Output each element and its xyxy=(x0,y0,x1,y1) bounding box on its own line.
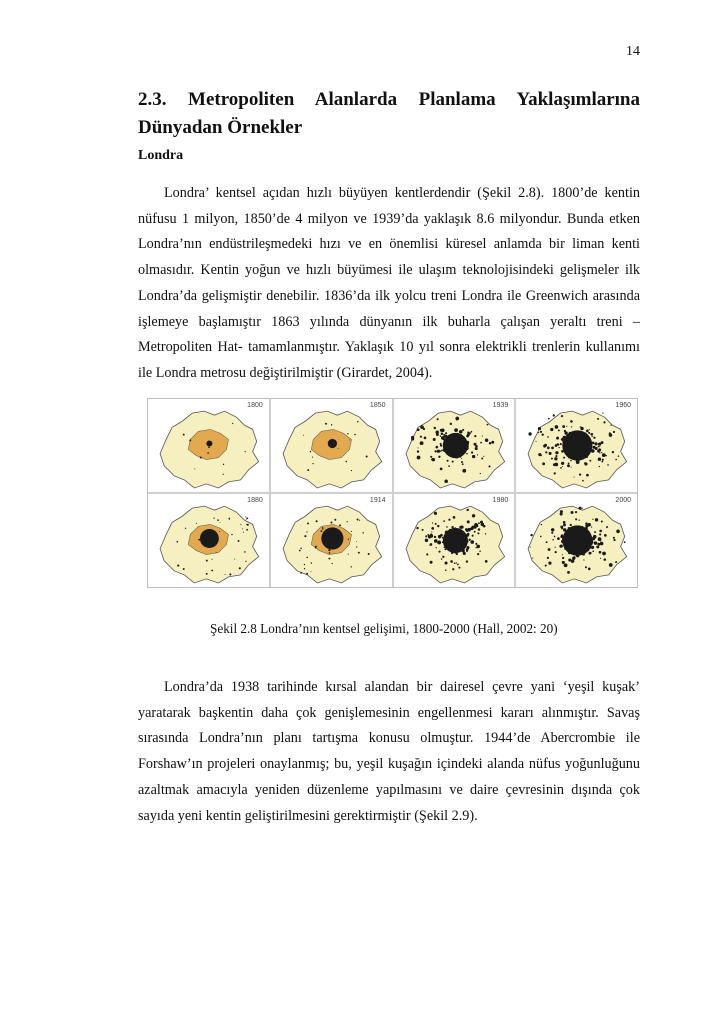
map-graphic xyxy=(148,494,269,587)
section-title: 2.3. Metropoliten Alanlarda Planlama Yaklaşımlarına Dünyadan Örnekler xyxy=(138,89,640,138)
map-graphic xyxy=(394,399,515,492)
map-graphic xyxy=(148,399,269,492)
map-year-label: 1960 xyxy=(615,402,631,409)
figure-caption: Şekil 2.8 Londra’nın kentsel gelişimi, 1800-2000 (Hall, 2002: 20) xyxy=(210,621,558,636)
paragraph: Londra’ kentsel açıdan hızlı büyüyen kentlerdendir (Şekil 2.8). 1800’de kentin nüfusu 1 milyon, 1850’de 4 milyon ve 1939’da yaklaşık 8.6 milyondur. Bunda etken Londra’nın endüstrileşmedeki hızı ve en önemlisi küresel anlamda bir liman kenti olmasıdır. Kentin yoğun ve hızlı büyümesi ile ulaşım teknolojisindeki gelişmeler ilk Londra’da gelişmiştir denebilir. 1836’da ilk yolcu treni Londra ile Greenwich arasında işlemeye başlamıştır 1863 yılında dünyanın ilk buharla çalışan yeraltı treni – Metropoliten Hat- tamamlanmıştır. Yaklaşık 10 yıl sonra elektrikli trenlerin kullanımı ile Londra metrosu değiştirilmiştir (Girardet, 2004). xyxy=(138,185,640,381)
subheading: Londra xyxy=(138,148,184,163)
map-panel-1850 xyxy=(271,399,392,492)
map-year-label: 1850 xyxy=(369,402,386,409)
map-panel-1980 xyxy=(394,494,515,587)
map-graphic xyxy=(271,399,392,492)
map-graphic xyxy=(271,494,392,587)
page-number: 14 xyxy=(626,44,640,59)
london-growth-figure xyxy=(147,398,638,588)
map-panel-1960 xyxy=(516,399,637,492)
map-year-label: 1980 xyxy=(492,497,509,504)
map-graphic xyxy=(516,399,637,492)
map-graphic xyxy=(394,494,515,587)
map-year-label: 1939 xyxy=(492,402,509,409)
map-panel-2000 xyxy=(516,494,637,587)
map-graphic xyxy=(516,494,637,587)
map-panel-1800 xyxy=(148,399,269,492)
map-panel-1939 xyxy=(394,399,515,492)
map-year-label: 1800 xyxy=(247,402,263,409)
map-panel-1880 xyxy=(148,494,269,587)
map-panel-1914 xyxy=(271,494,392,587)
paragraph: Londra’da 1938 tarihinde kırsal alandan bir dairesel çevre yani ‘yeşil kuşak’ yaratarak başkentin daha çok genişlemesinin engellenmesi kararı alınmıştır. Savaş sırasında Londra’nın planı tartışma konusu olmuştur. 1944’de Abercrombie ile Forshaw’ın projeleri onaylanmış; bu, yeşil kuşağın içindeki alanda nüfus yoğunluğunu azaltmak amacıyla yeniden düzenleme yapılmasını ve daire çevresinin dışında çok sayıda yeni kentin geliştirilmesini gerektirmiştir (Şekil 2.9). xyxy=(138,679,640,824)
map-year-label: 1880 xyxy=(247,497,263,504)
map-year-label: 1914 xyxy=(369,497,386,504)
map-year-label: 2000 xyxy=(615,497,631,504)
